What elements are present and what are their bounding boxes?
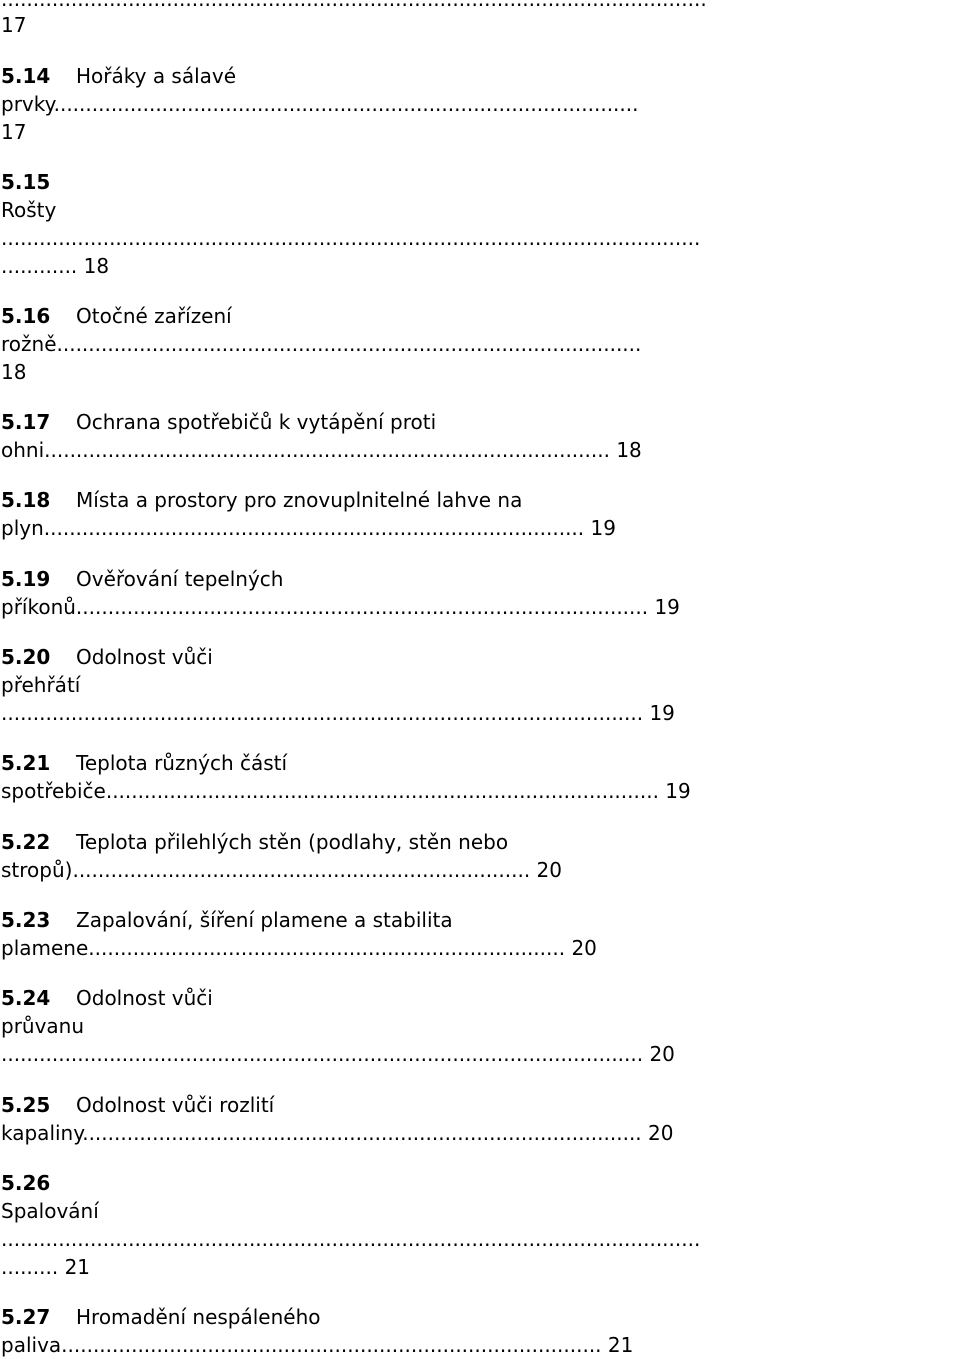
toc-entry-title: Teplota přilehlých stěn (podlahy, stěn nebo (76, 830, 509, 854)
toc-entry-leader: rožně............................................................................................ (1, 332, 642, 356)
toc-entry-leader: kapaliny........................................................................................ 20 (1, 1121, 674, 1145)
toc-entry-page: ............ 18 (1, 254, 110, 278)
toc-entry-leader: .............................................................................................................. (1, 1227, 701, 1251)
toc-entry-heading[interactable] (1, 643, 213, 671)
toc-page-number: 17 (1, 13, 27, 37)
toc-entry-heading[interactable] (1, 828, 508, 856)
toc-entry-heading[interactable] (1, 984, 213, 1012)
toc-entry-title: Odolnost vůči (76, 986, 213, 1010)
toc-entry-heading[interactable] (1, 408, 436, 436)
toc-entry-leader: příkonů.......................................................................................... 19 (1, 595, 680, 619)
toc-entry-number: 5.25 (1, 1093, 51, 1117)
toc-entry-title: Hořáky a sálavé (76, 64, 237, 88)
toc-entry-heading[interactable] (1, 1091, 274, 1119)
toc-entry-leader: plyn..................................................................................... 19 (1, 516, 616, 540)
toc-entry-heading[interactable] (1, 749, 287, 777)
toc-entry-heading[interactable] (1, 62, 236, 90)
toc-entry-heading[interactable] (1, 906, 453, 934)
toc-entry-title: Otočné zařízení (76, 304, 232, 328)
toc-entry-number: 5.23 (1, 908, 51, 932)
toc-entry-title: Ověřování tepelných (76, 567, 284, 591)
toc-entry-title: Místa a prostory pro znovuplnitelné lahve na (76, 488, 523, 512)
toc-entry-page: 18 (1, 360, 27, 384)
toc-entry-leader: prvky............................................................................................ (1, 92, 639, 116)
toc-entry-heading[interactable] (1, 1303, 321, 1331)
toc-entry-heading[interactable] (1, 1169, 76, 1197)
toc-entry-title: Zapalování, šíření plamene a stabilita (76, 908, 453, 932)
toc-dots-line (1, 0, 707, 13)
toc-entry-number: 5.21 (1, 751, 51, 775)
toc-entry-number: 5.22 (1, 830, 51, 854)
toc-entry-heading[interactable] (1, 565, 283, 593)
toc-entry-number: 5.19 (1, 567, 51, 591)
toc-entry-heading[interactable] (1, 486, 522, 514)
toc-entry-number: 5.27 (1, 1305, 51, 1329)
toc-entry-heading[interactable] (1, 302, 232, 330)
toc-entry-number: 5.24 (1, 986, 51, 1010)
toc-entry-heading[interactable] (1, 168, 76, 196)
toc-entry-page: 17 (1, 120, 27, 144)
toc-entry-leader: ohni......................................................................................... 18 (1, 438, 642, 462)
toc-entry-leader: spotřebiče....................................................................................... 19 (1, 779, 691, 803)
toc-entry-title-continued: průvanu (1, 1014, 85, 1038)
toc-entry-leader: .............................................................................................................. (1, 226, 701, 250)
toc-entry-title-continued: Rošty (1, 198, 57, 222)
toc-entry-number: 5.26 (1, 1171, 51, 1195)
toc-entry-number: 5.15 (1, 170, 51, 194)
toc-entry-number: 5.16 (1, 304, 51, 328)
toc-entry-number: 5.17 (1, 410, 51, 434)
toc-entry-number: 5.14 (1, 64, 51, 88)
toc-entry-number: 5.20 (1, 645, 51, 669)
toc-entry-leader: plamene........................................................................... 20 (1, 936, 597, 960)
toc-entry-title-continued: Spalování (1, 1199, 99, 1223)
toc-entry-number: 5.18 (1, 488, 51, 512)
toc-entry-leader: ..................................................................................................... 20 (1, 1042, 675, 1066)
toc-entry-title: Odolnost vůči (76, 645, 213, 669)
toc-entry-leader: stropů)........................................................................ 20 (1, 858, 562, 882)
toc-entry-title: Ochrana spotřebičů k vytápění proti (76, 410, 437, 434)
toc-entry-title: Hromadění nespáleného (76, 1305, 321, 1329)
toc-entry-title: Teplota různých částí (76, 751, 288, 775)
toc-entry-leader: ..................................................................................................... 19 (1, 701, 675, 725)
toc-entry-page: ......... 21 (1, 1255, 91, 1279)
toc-entry-title-continued: přehřátí (1, 673, 81, 697)
toc-entry-title: Odolnost vůči rozlití (76, 1093, 275, 1117)
toc-entry-leader: paliva..................................................................................... 21 (1, 1333, 634, 1357)
